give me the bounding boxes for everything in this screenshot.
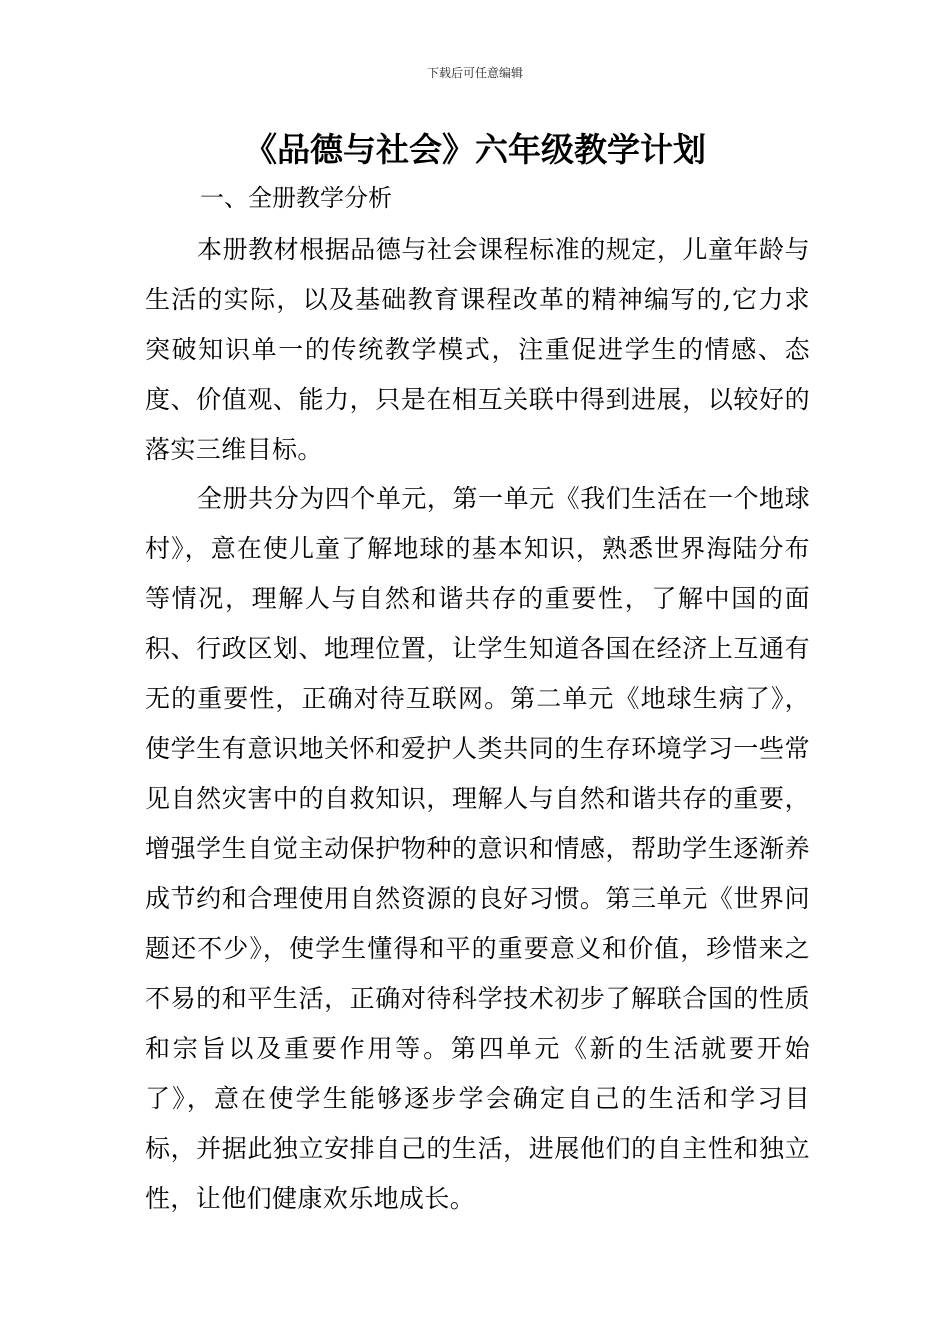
section-heading: 一、全册教学分析 bbox=[200, 184, 392, 212]
page-header-note: 下载后可任意编辑 bbox=[426, 66, 523, 80]
body-paragraph: 全册共分为四个单元，第一单元《我们生活在一个地球村》，意在使儿童了解地球的基本知识，熟悉世界海陆分布等情况，理解人与自然和谐共存的重要性，了解中国的面积、行政区划、地理位置，让学生知道各国在经济上互通有无的重要性，正确对待互联网。第二单元《地球生病了》，使学生有意识地关怀和爱护人类共同的生存环境学习一些常见自然灾害中的自救知识，理解人与自然和谐共存的重要，增强学生自觉主动保护物种的意识和情感，帮助学生逐渐养成节约和合理使用自然资源的良好习惯。第三单元《世界问题还不少》，使学生懂得和平的重要意义和价值，珍惜来之不易的和平生活，正确对待科学技术初步了解联合国的性质和宗旨以及重要作用等。第四单元《新的生活就要开始了》，意在使学生能够逐步学会确定自己的生活和学习目标，并据此独立安排自己的生活，进展他们的自主性和独立性，让他们健康欢乐地成长。 bbox=[145, 484, 810, 1213]
body-paragraph: 本册教材根据品德与社会课程标准的规定，儿童年龄与生活的实际，以及基础教育课程改革的精神编写的,它力求突破知识单一的传统教学模式，注重促进学生的情感、态度、价值观、能力，只是在相互关联中得到进展，以较好的落实三维目标。 bbox=[145, 235, 810, 464]
document-title: 《品德与社会》六年级教学计划 bbox=[244, 130, 706, 169]
